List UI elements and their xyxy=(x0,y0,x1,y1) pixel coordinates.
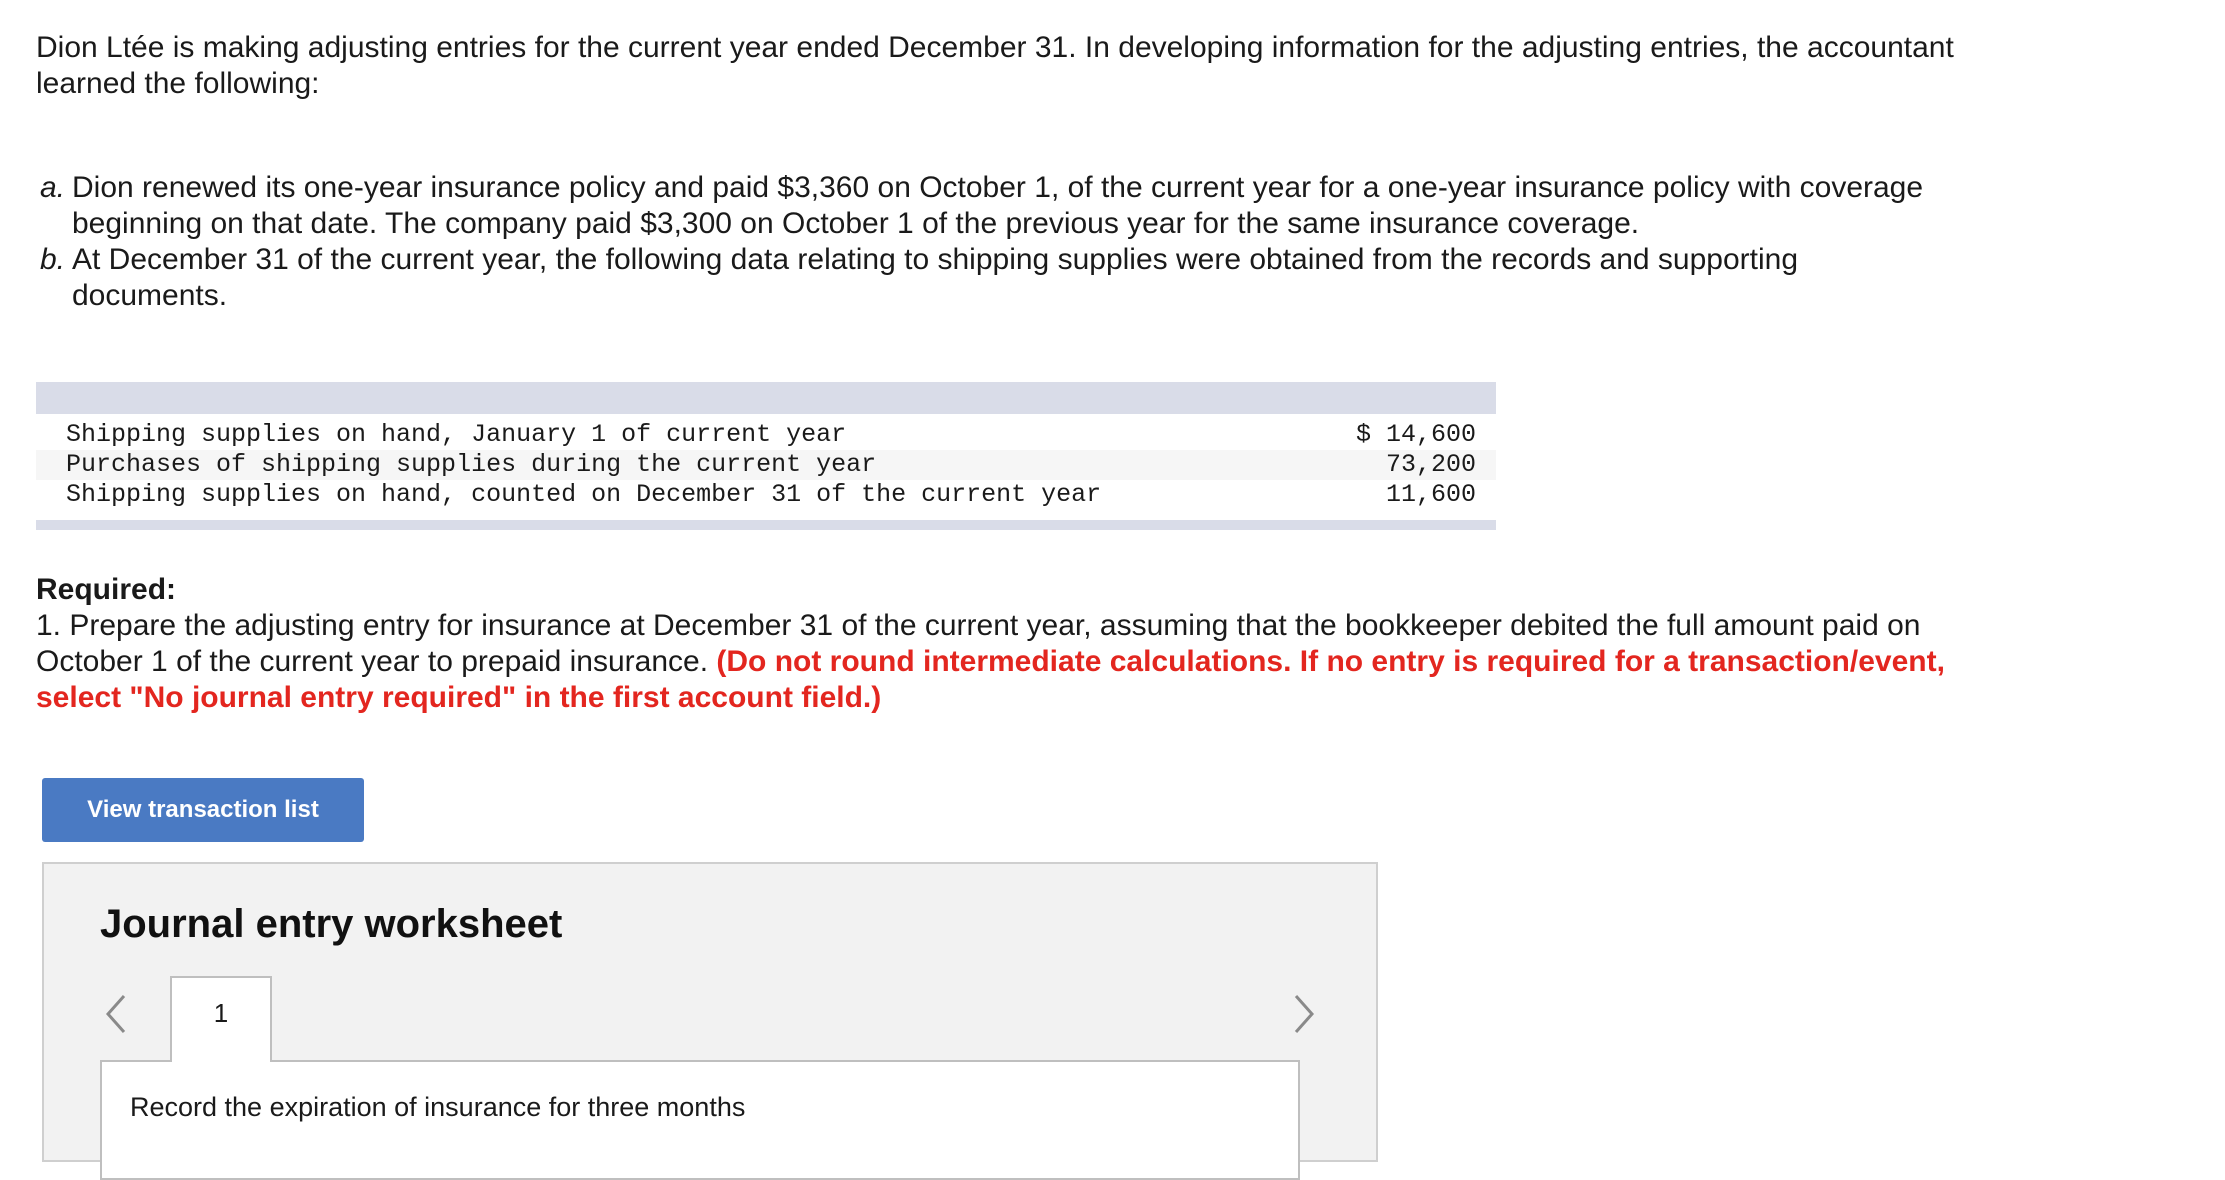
row-amount: $ 14,600 xyxy=(1355,420,1476,449)
journal-entry-worksheet xyxy=(42,862,1378,1162)
table-row xyxy=(36,480,1496,510)
row-label: Purchases of shipping supplies during the current year xyxy=(36,450,1246,480)
shipping-supplies-table xyxy=(36,382,1496,530)
required-title: Required: xyxy=(36,573,177,606)
table-footer-bar xyxy=(36,520,1496,530)
row-label: Shipping supplies on hand, counted on December 31 of the current year xyxy=(66,480,1102,509)
list-item-text: Dion renewed its one-year insurance policy and paid $3,360 on October 1, of the current year for a one-year insurance policy with coverage beginning on that date. The company paid $3,300 on October 1 of the previous year for the same insurance coverage. xyxy=(72,171,1924,240)
view-transaction-list-button[interactable]: View transaction list xyxy=(42,778,364,842)
list-item xyxy=(40,242,1960,314)
required-section xyxy=(36,572,1956,716)
intro-paragraph: Dion Ltée is making adjusting entries for the current year ended December 31. In developing information for the adjusting entries, the accountant learned the following: xyxy=(36,31,1954,100)
list-item-text: At December 31 of the current year, the following data relating to shipping supplies were obtained from the records and supporting documents. xyxy=(72,243,1799,312)
chevron-right-icon[interactable] xyxy=(1284,984,1324,1044)
list-marker: b. xyxy=(40,243,66,276)
table-row xyxy=(36,450,1496,480)
info-list xyxy=(40,170,1960,314)
row-label: Shipping supplies on hand, January 1 of current year xyxy=(66,420,847,449)
worksheet-tab-1[interactable]: 1 xyxy=(170,976,272,1062)
row-amount: 73,200 xyxy=(1246,450,1496,480)
required-note: (Do not round intermediate calculations. If no entry is required for a transaction/event, select "No journal entry required" in the first account field.) xyxy=(36,645,1945,714)
worksheet-title: Journal entry worksheet xyxy=(100,902,563,946)
supplies-data xyxy=(36,420,1496,510)
chevron-left-icon[interactable] xyxy=(96,984,136,1044)
worksheet-panel xyxy=(100,1060,1300,1180)
list-marker: a. xyxy=(40,171,66,204)
table-row xyxy=(36,420,1496,450)
table-header-bar xyxy=(36,382,1496,414)
worksheet-instruction: Record the expiration of insurance for three months xyxy=(130,1092,746,1122)
row-amount: 11,600 xyxy=(1385,480,1476,509)
required-text: 1. Prepare the adjusting entry for insurance at December 31 of the current year, assuming that the bookkeeper debited the full amount paid on October 1 of the current year to prepaid insurance. xyxy=(36,609,1921,678)
list-item xyxy=(40,170,1960,242)
